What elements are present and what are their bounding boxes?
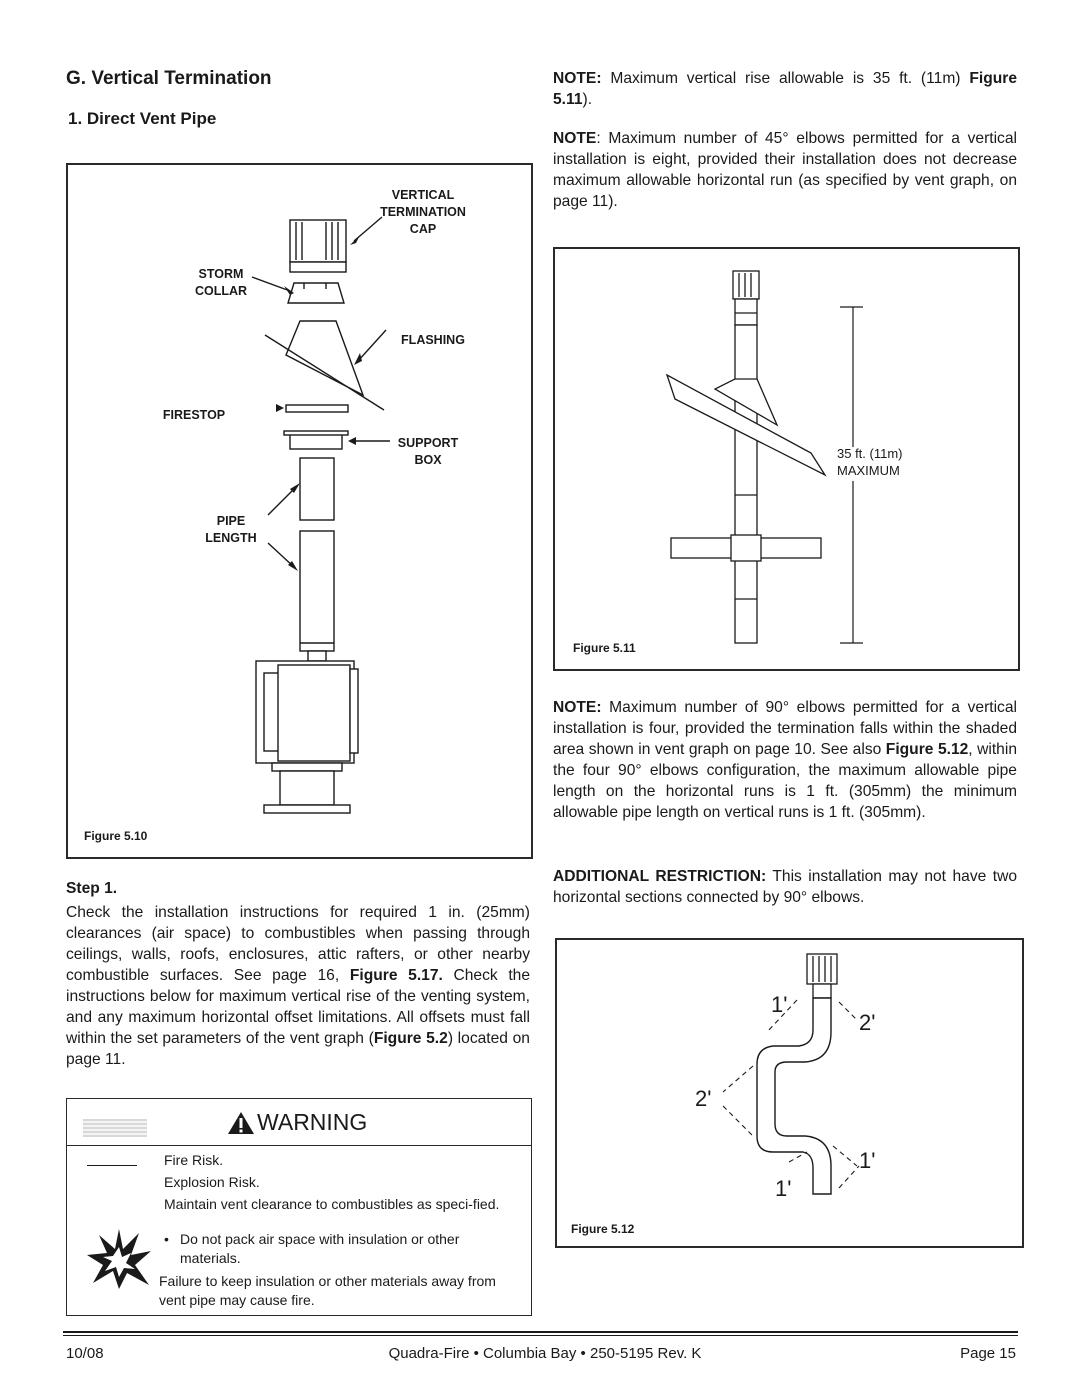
section-subtitle: 1. Direct Vent Pipe (68, 109, 217, 128)
figure-5-10-frame (66, 163, 533, 859)
note-90-elbows: NOTE: Maximum number of 90° elbows permitted for a vertical installation is four, provided the termination falls within the shaded area shown in vent graph on page 10. See also Figure 5.12, within the four 90° elbows configuration, the maximum allowable pipe length on the horizontal runs is 1 ft. (305mm) the minimum allowable pipe length on vertical runs is 1 ft. (305mm). (553, 699, 1017, 821)
figure-5-11-frame (553, 247, 1020, 671)
warning-maintain-clearance: Maintain vent clearance to combustibles as speci-fied. (164, 1196, 500, 1212)
footer-center-text: Quadra-Fire • Columbia Bay • 250-5195 Rev. K (388, 1345, 702, 1362)
figure-5-12-caption: Figure 5.12 (571, 1222, 635, 1236)
label-flashing: FLASHING (401, 333, 465, 347)
note-additional-restriction: ADDITIONAL RESTRICTION: This installation may not have two horizontal sections connected by 90° elbows. (553, 868, 1017, 906)
figure-5-10-caption: Figure 5.10 (84, 829, 148, 843)
warning-failure-text: Failure to keep insulation or other materials away from vent pipe may cause fire. (159, 1273, 496, 1308)
label-pipe-length: PIPE LENGTH (205, 514, 257, 545)
warning-stripe-graphic (83, 1119, 147, 1137)
fig12-label-mid-2ft: 2' (695, 1086, 712, 1111)
note-vertical-rise: NOTE: Maximum vertical rise allowable is 35 ft. (11m) Figure 5.11). (553, 70, 1017, 108)
warning-bullet: • Do not pack air space with insulation or other materials. (164, 1231, 460, 1266)
warning-explosion-risk: Explosion Risk. (164, 1174, 260, 1190)
fig12-label-top-2ft: 2' (859, 1010, 876, 1035)
warning-header (67, 1099, 531, 1146)
fig12-label-top-1ft: 1' (771, 992, 788, 1017)
fig11-dimension-label: 35 ft. (11m) MAXIMUM (837, 446, 903, 478)
label-support-box: SUPPORT BOX (397, 436, 459, 467)
warning-dash-mark (87, 1165, 137, 1166)
warning-box (66, 1098, 532, 1316)
fig12-label-right-1ft: 1' (859, 1148, 876, 1173)
label-vertical-termination-cap: VERTICAL TERMINATION CAP (380, 188, 466, 236)
warning-triangle-icon (227, 1111, 255, 1135)
figure-5-11-caption: Figure 5.11 (573, 641, 636, 655)
section-title: G. Vertical Termination (66, 68, 272, 89)
step-1-text: Check the installation instructions for required 1 in. (25mm) clearances (air space) to combustibles when passing through ceilings, walls, roofs, enclosures, attic rafters, or other nearby combustible surfaces. See page 16, Figure 5.17. Check the instructions below for maximum vertical rise of the venting system, and any maximum horizontal offset limitations. All offsets must fall within the set parameters of the vent graph (Figure 5.2) located on page 11. (66, 904, 531, 1068)
explosion-icon (85, 1227, 153, 1291)
fig12-label-bottom-1ft: 1' (775, 1176, 792, 1201)
footer-date: 10/08 (66, 1345, 104, 1362)
footer-rule-thick (63, 1331, 1018, 1333)
figure-5-10-drawing (68, 165, 531, 857)
label-firestop: FIRESTOP (162, 408, 226, 422)
figure-5-11-drawing (555, 249, 1018, 669)
figure-5-12-frame (555, 938, 1024, 1248)
note-45-elbows: NOTE: Maximum number of 45° elbows permitted for a vertical installation is eight, provided their installation does not decrease maximum allowable horizontal run (as specified by vent graph, on page 11). (553, 130, 1017, 210)
label-storm-collar: STORM COLLAR (194, 267, 248, 298)
warning-title: WARNING (257, 1109, 368, 1135)
footer-rule-thin (63, 1335, 1018, 1336)
footer-page-number: Page 15 (960, 1345, 1016, 1362)
warning-fire-risk: Fire Risk. (164, 1152, 224, 1168)
step-1-heading: Step 1. (66, 880, 118, 897)
